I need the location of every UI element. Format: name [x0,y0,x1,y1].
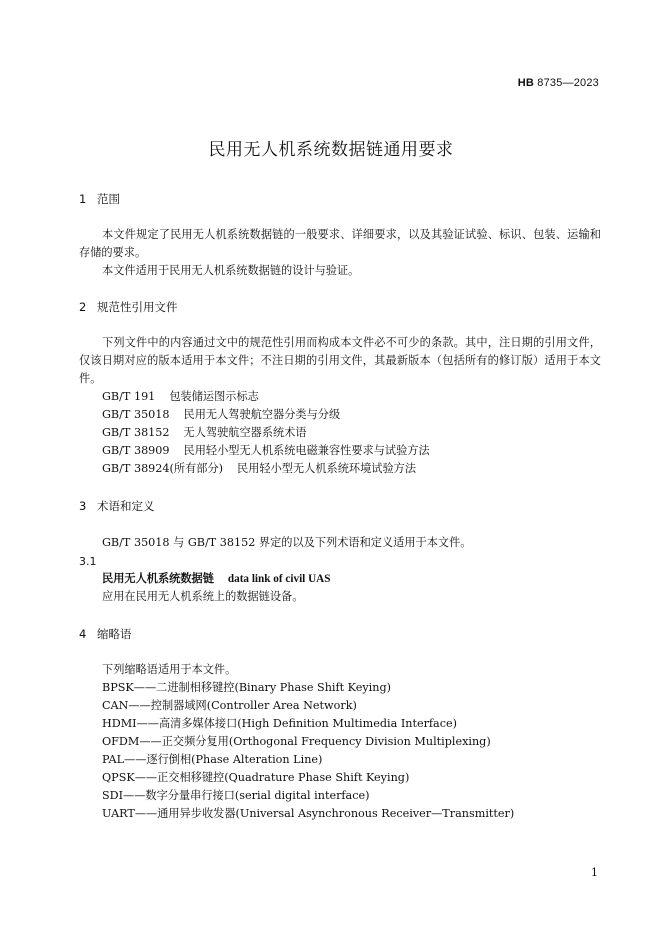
section-title: 规范性引用文件 [97,300,178,314]
abbreviation-item: BPSK——二进制相移键控(Binary Phase Shift Keying) [102,681,391,694]
reference-name: 民用无人驾驶航空器分类与分级 [183,408,341,421]
section-number: 3 [79,499,87,513]
section-number: 4 [79,627,87,641]
section-3-paragraph-1: GB/T 35018 与 GB/T 38152 界定的以及下列术语和定义适用于本文件。 [102,536,472,549]
reference-code: GB/T 38909 [102,444,170,457]
abbreviation-item: OFDM——正交频分复用(Orthogonal Frequency Division Multiplexing) [102,735,491,748]
reference-item [102,406,340,424]
reference-code: GB/T 191 [102,390,156,403]
abbreviation-item: QPSK——正交相移键控(Quadrature Phase Shift Keying) [102,771,410,784]
section-4-heading [79,626,132,642]
reference-item [102,442,430,460]
section-number: 2 [79,300,87,314]
reference-code: GB/T 38924(所有部分) [102,462,224,475]
abbreviation-item: UART——通用异步收发器(Universal Asynchronous Receiver—Transmitter) [102,807,515,820]
abbreviation-item: HDMI——高清多媒体接口(High Definition Multimedia Interface) [102,717,457,730]
section-3-heading [79,498,155,514]
section-title: 术语和定义 [97,499,155,513]
section-1-paragraph-1: 本文件规定了民用无人机系统数据链的一般要求、详细要求，以及其验证试验、标识、包装、运输和存储的要求。 [79,228,601,259]
document-title: 民用无人机系统数据链通用要求 [208,140,454,160]
term-definition: 应用在民用无人机系统上的数据链设备。 [102,590,304,603]
section-number: 1 [79,192,87,206]
reference-code: GB/T 38152 [102,426,170,439]
term-english: data link of civil UAS [227,573,331,585]
section-title: 缩略语 [97,627,132,641]
section-2-heading [79,299,178,315]
section-2-paragraph-1: 下列文件中的内容通过文中的规范性引用而构成本文件必不可少的条款。其中，注日期的引用文件，仅该日期对应的版本适用于本文件；不注日期的引用文件，其最新版本（包括所有的修订版）适用于本文件。 [79,336,601,385]
abbreviation-item: PAL——逐行倒相(Phase Alteration Line) [102,753,323,766]
reference-item [102,424,307,442]
reference-name: 民用轻小型无人机系统电磁兼容性要求与试验方法 [183,444,430,457]
term-chinese: 民用无人机系统数据链 [102,572,214,585]
reference-name: 包装储运图示标志 [169,390,259,403]
standard-code: HB [517,77,534,89]
abbreviation-item: SDI——数字分量串行接口(serial digital interface) [102,789,370,802]
reference-name: 民用轻小型无人机系统环境试验方法 [237,462,417,475]
section-1-paragraph-2: 本文件适用于民用无人机系统数据链的设计与验证。 [102,264,360,277]
subsection-number: 3.1 [79,555,97,568]
standard-header [518,77,599,89]
abbreviations-intro: 下列缩略语适用于本文件。 [102,663,237,676]
reference-item [102,460,416,478]
page-number: 1 [591,866,598,879]
section-title: 范围 [97,192,120,206]
standard-number: 8735—2023 [537,77,599,89]
section-1-heading [79,191,120,207]
reference-code: GB/T 35018 [102,408,170,421]
reference-item [102,388,259,406]
reference-name: 无人驾驶航空器系统术语 [183,426,307,439]
abbreviation-item: CAN——控制器域网(Controller Area Network) [102,699,357,712]
term-entry [102,570,330,588]
